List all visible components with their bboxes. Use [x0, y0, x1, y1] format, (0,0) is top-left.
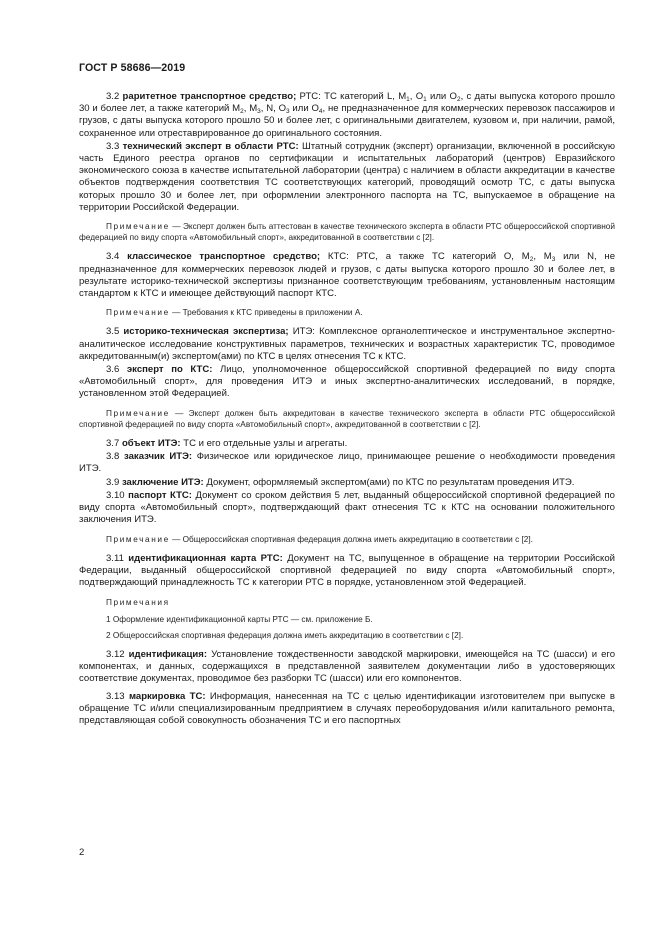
- term-title: технический эксперт в области РТС:: [122, 140, 299, 152]
- term-3-10: 3.10 паспорт КТС: Документ со сроком действия 5 лет, выданный общероссийской спортивной федерацией по виду спорта «Автомобильный спорт», подтверждающий факт отнесения ТС к КТС на основании положительного заключения ИТЭ.: [79, 489, 615, 526]
- note-3-4: Примечание — Требования к КТС приведены в приложении А.: [106, 308, 363, 318]
- term-title: идентификационная карта РТС:: [128, 552, 283, 564]
- term-3-11: 3.11 идентификационная карта РТС: Документ на ТС, выпущенное в обращение на территории Российской Федерации, выданный общероссийской спортивной федерацией по виду спорта «Автомобильный спорт», подтверждающий принадлежность ТС к категории РТС в порядке, установленном этой Федерацией.: [79, 552, 615, 589]
- note-3-3: Примечание — Эксперт должен быть аттестован в качестве технического эксперта в области РТС общероссийской спортивной федерацией по виду спорта «Автомобильный спорт», аккредитованной в соответствии с [2].: [79, 222, 616, 243]
- term-3-9: 3.9 заключение ИТЭ: Документ, оформляемый экспертом(ами) по КТС по результатам проведения ИТЭ.: [106, 476, 575, 488]
- term-title: идентификация:: [128, 648, 208, 660]
- note-3-10: Примечание — Общероссийская спортивная федерация должна иметь аккредитацию в соответствии с [2].: [106, 534, 533, 544]
- term-title: объект ИТЭ:: [121, 438, 181, 450]
- term-title: эксперт по КТС:: [126, 364, 213, 376]
- term-title: заключение ИТЭ:: [121, 476, 204, 488]
- term-3-8: 3.8 заказчик ИТЭ: Физическое или юридическое лицо, принимающее решение о необходимости проведения ИТЭ.: [79, 451, 616, 475]
- document-body: [79, 91, 615, 728]
- note-item: 1 Оформление идентификационной карты РТС — см. приложение Б.: [106, 614, 373, 624]
- note-label: Примечание: [106, 408, 170, 418]
- notes-label: Примечания: [106, 598, 170, 608]
- note-label: Примечание: [106, 308, 170, 318]
- page-number: 2: [79, 847, 85, 858]
- term-3-3: 3.3 технический эксперт в области РТС: Штатный сотрудник (эксперт) организации, включенной в российскую часть Единого реестра органов по сертификации и испытательных лабораторий (центров) Евразийского экономического союза в качестве испытательной лаборатории (центра) с наличием в области аккредитации в качестве объектов подтверждения соответствия ТС соответствующих категорий, проводящий осмотр ТС, с даты выпуска которых прошло 30 и более лет, при оформлении электронного паспорта на ТС, выпускаемое в обращение на территории Российской Федерации.: [79, 140, 615, 213]
- term-3-5: 3.5 историко-техническая экспертиза; ИТЭ: Комплексное органолептическое и инструментальное экспертно-аналитическое исследование конструктивных параметров, технических и возрастных характеристик ТС, проводимое аккредитованным(и) экспертом(ами) по КТС в целях отнесения ТС к КТС.: [79, 326, 616, 362]
- term-3-4: 3.4 классическое транспортное средство; КТС: РТС, а также ТС категорий O, $M_2$, $M_3$ или N, не предназначенное для коммерческих перевозок людей и грузов, с даты выпуска которого прошло 30 и более лет, в результате историко-технической экспертизы признанное соответствующим требованиям, установленным настоящим стандартом к КТС и имеющее действующий паспорт КТС.: [79, 251, 616, 300]
- term-3-7: 3.7 объект ИТЭ: ТС и его отдельные узлы и агрегаты.: [106, 438, 348, 450]
- term-title: раритетное транспортное средство;: [122, 91, 297, 102]
- term-title: заказчик ИТЭ:: [124, 451, 193, 463]
- note-item: 2 Общероссийская спортивная федерация должна иметь аккредитацию в соответствии с [2].: [106, 630, 464, 640]
- note-label: Примечание: [106, 222, 170, 232]
- term-3-13: 3.13 маркировка ТС: Информация, нанесенная на ТС с целью идентификации изготовителем при выпуске в обращение ТС и/или специализированным предприятием в случаях переоборудования и/или капитального ремонта, представляющая собой совокупность обозначения ТС и его паспортных: [79, 690, 615, 726]
- term-3-6: 3.6 эксперт по КТС: Лицо, уполномоченное общероссийской спортивной федерацией по виду спорта «Автомобильный спорт», для проведения ИТЭ и иных экспертно-аналитических исследований, в порядке, установленном этой Федерацией.: [79, 364, 616, 400]
- document-header: ГОСТ Р 58686—2019: [79, 62, 186, 74]
- term-3-2: 3.2 раритетное транспортное средство; РТС: ТС категорий L, $M_1$, $O_1$ или $O_2$, с даты выпуска которого прошло 30 и более лет, а также категорий $M_2$, $M_3$, N, $O_3$ или $O_4$, не предназначенное для коммерческих перевозок пассажиров и грузов, с даты выпуска которого прошло 50 и более лет, с оригинальными двигателем, кузовом и, при наличии, рамой, сохраненное или отреставрированное до оригинального состояния.: [79, 91, 616, 139]
- note-3-6: Примечание — Эксперт должен быть аккредитован в качестве технического эксперта в области РТС общероссийской спортивной федерацией по виду спорта «Автомобильный спорт», аккредитованной в соответствии с [2].: [79, 408, 616, 429]
- notes-3-11: [79, 597, 615, 641]
- term-3-12: 3.12 идентификация: Установление тождественности заводской маркировки, имеющейся на ТС (шасси) и его компонентах, и данных, содержащихся в представленной заявителем документации либо в удостоверяющих соответствие документах, проводимое без разборки ТС (шасси) или его компонентов.: [79, 648, 616, 685]
- note-label: Примечание: [106, 534, 170, 544]
- term-title: историко-техническая экспертиза;: [123, 326, 289, 338]
- term-title: маркировка ТС:: [128, 690, 206, 702]
- term-title: паспорт КТС:: [128, 489, 192, 501]
- term-title: классическое транспортное средство;: [127, 251, 321, 263]
